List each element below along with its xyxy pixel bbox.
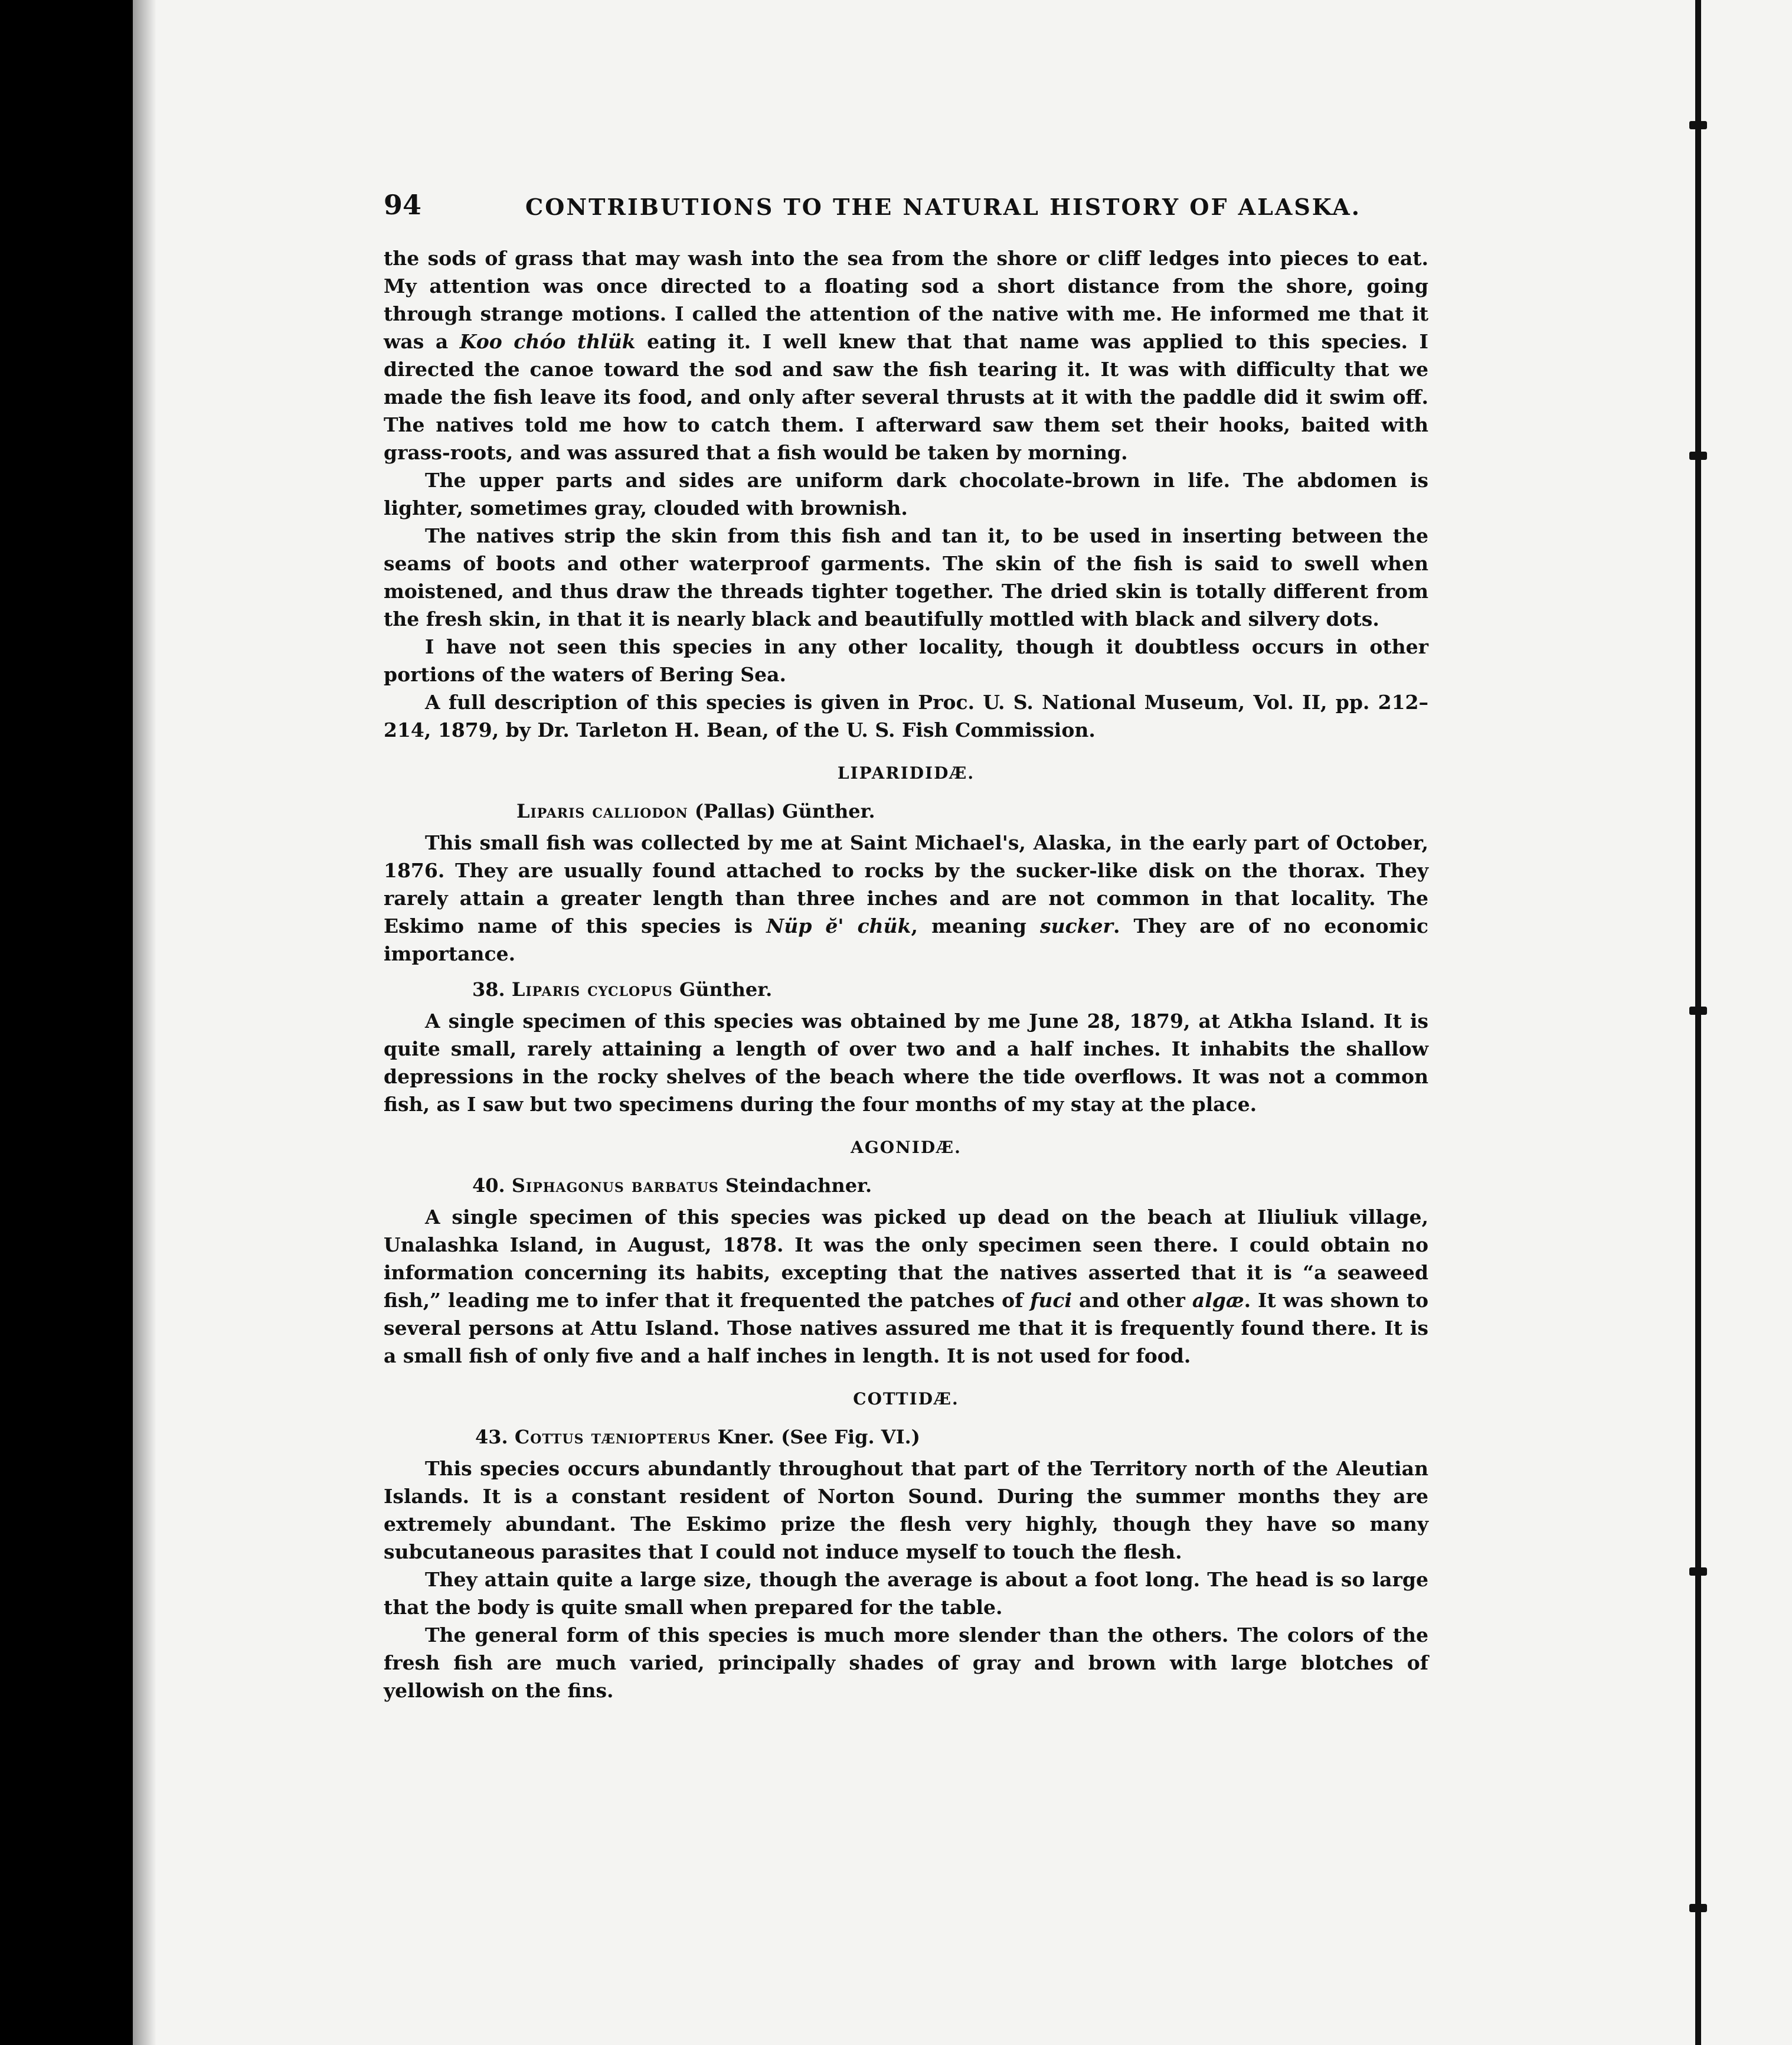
species-heading-liparis-calliodon: [384, 798, 1428, 825]
binding-strip: [1695, 0, 1701, 2045]
page-number: 94: [384, 189, 422, 221]
species-name: Liparis calliodon: [516, 800, 688, 822]
species-author: Steindachner.: [725, 1174, 872, 1197]
family-heading-agonidae: AGONIDÆ.: [851, 1138, 962, 1157]
intro-paragraph-5: A full description of this species is given in Proc. U. S. National Museum, Vol. II, pp. 212–214, 1879, by Dr. Tarleton H. Bean, of the U. S. Fish Commission.: [384, 691, 1428, 741]
family-heading-liparididae: LIPARIDIDÆ.: [837, 763, 975, 783]
text-run: A single specimen of this species was picked up dead on the beach at Iliuliuk village, Unalashka Island, in August, 1878. It was the only specimen seen there. I could obtain no information concerning its habits, excepting that the natives asserted that it is “a seaweed fish,” leading me to infer that it frequented the patches of: [384, 1206, 1428, 1312]
intro-paragraph-4: I have not seen this species in any other locality, though it doubtless occurs in other portions of the waters of Bering Sea.: [384, 635, 1428, 686]
text-run: the sods of grass that may wash into the sea from the shore or cliff ledges into pieces to eat. My attention was once directed to a floating sod a short distance from the shore, going through strange motions. I called the attention of the native with me. He informed me that it was a: [384, 247, 1428, 353]
species-number: 43.: [475, 1426, 508, 1448]
cottus-paragraph-3: The general form of this species is much more slender than the others. The colors of the fresh fish are much varied, principally shades of gray and brown with large blotches of yellowish on the fins.: [384, 1623, 1428, 1702]
intro-paragraph-3: The natives strip the skin from this fish and tan it, to be used in inserting between the seams of boots and other waterproof garments. The skin of the fish is said to swell when moistened, and thus draw the threads tighter together. The dried skin is totally different from the fresh skin, in that it is nearly black and beautifully mottled with black and silvery dots.: [384, 524, 1428, 631]
species-author: Günther.: [679, 978, 773, 1001]
species-heading-cottus-taeniopterus: [384, 1423, 1428, 1451]
body-text: [384, 244, 1428, 1704]
spacer: [384, 968, 1428, 972]
intro-paragraph-1: [384, 244, 1428, 466]
running-head: [384, 189, 1428, 224]
liparis-calliodon-paragraph: [384, 829, 1428, 968]
species-heading-siphagonus-barbatus: [384, 1172, 1428, 1200]
species-name: Cottus tæniopterus: [514, 1426, 711, 1448]
siphagonus-barbatus-paragraph: [384, 1203, 1428, 1370]
italic-term: fuci: [1030, 1289, 1072, 1312]
liparis-cyclopus-paragraph: A single specimen of this species was obtained by me June 28, 1879, at Atkha Island. It is quite small, rarely attaining a length of over two and a half inches. It inhabits the shallow depressions in the rocky shelves of the beach where the tide overflows. It was not a common fish, as I saw but two specimens during the four months of my stay at the place.: [384, 1010, 1428, 1116]
binding-tab: [1689, 1567, 1707, 1576]
native-name: Koo chóo thlük: [459, 330, 636, 353]
text-run: . They are of no economic importance.: [384, 914, 1429, 965]
binding-tab: [1689, 452, 1707, 460]
species-number: 40.: [472, 1174, 505, 1197]
name-meaning: sucker: [1040, 914, 1113, 937]
text-run: , meaning: [911, 914, 1041, 937]
italic-term: algæ: [1192, 1289, 1244, 1312]
species-name: Liparis cyclopus: [511, 978, 673, 1001]
text-run: . It was shown to several persons at Attu Island. Those natives assured me that it is frequently found there. It is a small fish of only five and a half inches in length. It is not used for food.: [384, 1289, 1428, 1367]
species-name: Siphagonus barbatus: [511, 1174, 719, 1197]
species-author: Kner.: [717, 1426, 774, 1448]
text-run: eating it. I well knew that that name was applied to this species. I directed the canoe toward the sod and saw the fish tearing it. It was with difficulty that we made the fish leave its food, and only after several thrusts at it with the paddle did it swim off. The natives told me how to catch them. I afterward saw them set their hooks, baited with grass-roots, and was assured that a fish would be taken by morning.: [384, 330, 1428, 464]
page-edge-shadow: [133, 0, 156, 2045]
binding-tab: [1689, 1904, 1707, 1912]
text-run: This small fish was collected by me at Saint Michael's, Alaska, in the early part of October, 1876. They are usually found attached to rocks by the sucker-like disk on the thorax. They rarely attain a greater length than three inches and are not common in that locality. The Eskimo name of this species is: [384, 831, 1428, 937]
text-run: and other: [1072, 1289, 1192, 1312]
family-heading-cottidae: COTTIDÆ.: [853, 1389, 959, 1409]
cottus-paragraph-1: This species occurs abundantly throughout that part of the Territory north of the Aleutian Islands. It is a constant resident of Norton Sound. During the summer months they are extremely abundant. The Eskimo prize the flesh very highly, though they have so many subcutaneous parasites that I could not induce myself to touch the flesh.: [384, 1457, 1428, 1563]
intro-paragraph-2: The upper parts and sides are uniform dark chocolate-brown in life. The abdomen is lighter, sometimes gray, clouded with brownish.: [384, 469, 1428, 520]
binding-tab: [1689, 1007, 1707, 1015]
figure-reference: (See Fig. VI.): [781, 1426, 920, 1448]
species-author: (Pallas) Günther.: [694, 800, 875, 822]
cottus-paragraph-2: They attain quite a large size, though the average is about a foot long. The head is so large that the body is quite small when prepared for the table.: [384, 1568, 1428, 1619]
species-heading-liparis-cyclopus: [384, 976, 1428, 1004]
page-content: [384, 189, 1428, 1704]
binding-tab: [1689, 121, 1707, 129]
species-number: 38.: [472, 978, 505, 1001]
eskimo-name: Nüp ĕ' chük: [766, 914, 911, 937]
running-title: CONTRIBUTIONS TO THE NATURAL HISTORY OF ALASKA.: [525, 194, 1361, 220]
